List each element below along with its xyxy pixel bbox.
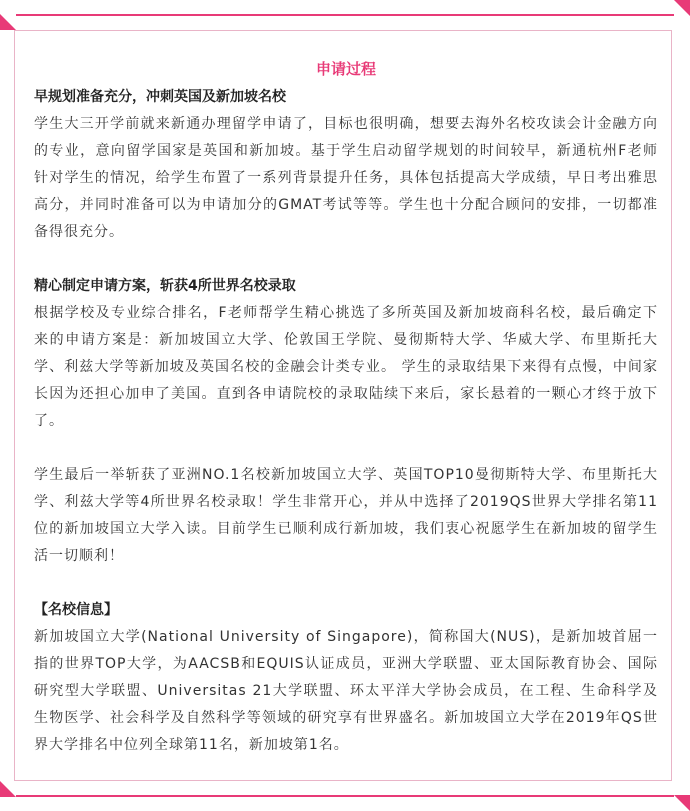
corner-decoration-bottom-left	[0, 781, 16, 797]
section-paragraph-result: 学生最后一举斩获了亚洲NO.1名校新加坡国立大学、英国TOP10曼彻斯特大学、布里斯托大学、利兹大学等4所世界名校录取！学生非常开心，并从中选择了2019QS世界大学排名第11位的新加坡国立大学入读。目前学生已顺利成行新加坡，我们衷心祝愿学生在新加坡的留学生活一切顺利！	[34, 467, 658, 564]
corner-decoration-top-left	[0, 14, 16, 30]
corner-decoration-top-right	[674, 0, 690, 16]
spacer	[34, 435, 658, 462]
corner-decoration-bottom-right	[674, 795, 690, 811]
section-heading-planning: 早规划准备充分，冲刺英国及新加坡名校	[34, 89, 286, 105]
section-paragraph-school-info: 新加坡国立大学(National University of Singapore)，简称国大(NUS)，是新加坡首屈一指的世界TOP大学，为AACSB和EQUIS认证成员，亚洲大学联盟、亚太国际教育协会、国际研究型大学联盟、Universitas 21大学联盟、环太平洋大学协会成员，在工程、生命科学及生物医学、社会科学及自然科学等领域的研究享有世界盛名。新加坡国立大学在2019年QS世界大学排名中位列全球第11名，新加坡第1名。	[34, 629, 658, 753]
spacer	[34, 570, 658, 597]
section-paragraph-application: 根据学校及专业综合排名，F老师帮学生精心挑选了多所英国及新加坡商科名校，最后确定下来的申请方案是：新加坡国立大学、伦敦国王学院、曼彻斯特大学、华威大学、布里斯托大学、利兹大学等新加坡及英国名校的金融会计类专业。 学生的录取结果下来得有点慢，中间家长因为还担心加申了美国。直到各申请院校的录取陆续下来后，家长悬着的一颗心才终于放下了。	[34, 305, 658, 429]
spacer	[34, 246, 658, 273]
page-title: 申请过程	[315, 60, 376, 78]
section-heading-application: 精心制定申请方案，斩获4所世界名校录取	[34, 278, 296, 294]
article-content	[34, 50, 658, 759]
bottom-border-band	[16, 795, 674, 797]
top-border-band	[16, 14, 674, 16]
section-paragraph-planning: 学生大三开学前就来新通办理留学申请了，目标也很明确，想要去海外名校攻读会计金融方向的专业，意向留学国家是英国和新加坡。基于学生启动留学规划的时间较早，新通杭州F老师针对学生的情况，给学生布置了一系列背景提升任务，具体包括提高大学成绩，早日考出雅思高分，并同时准备可以为申请加分的GMAT考试等等。学生也十分配合顾问的安排，一切都准备得很充分。	[34, 116, 658, 240]
section-heading-school-info: 【名校信息】	[34, 602, 118, 618]
